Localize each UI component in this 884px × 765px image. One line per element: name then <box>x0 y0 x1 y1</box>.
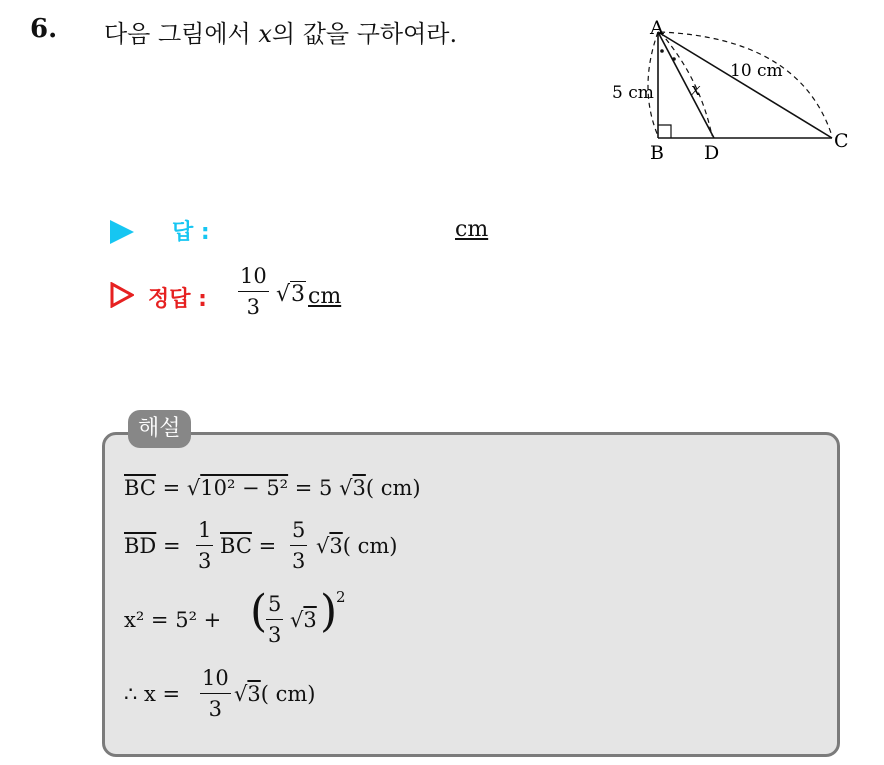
exponent: 2 <box>336 588 346 606</box>
fraction-five-thirds: $\frac{5}{3}$ <box>268 592 282 647</box>
answer-label: 답 : <box>172 220 210 245</box>
solution-tab: 해설 <box>128 410 191 448</box>
solution-line-1: $\overline{BC} = √10^2 - 5^2 = 5$ √3( cm) <box>124 476 421 500</box>
vertex-d: D <box>704 142 720 164</box>
vertex-a: A <box>650 18 664 39</box>
unit: ( cm) <box>365 476 421 500</box>
angle-dot-1 <box>660 49 664 53</box>
equals: = <box>251 534 277 558</box>
fraction-five-thirds: $\frac{5}{3}$ <box>292 518 306 573</box>
segment-ad <box>658 32 714 138</box>
angle-dot-2 <box>672 57 676 61</box>
lhs: x² = 5² + <box>124 608 222 632</box>
correct-answer-unit: cm <box>308 284 342 309</box>
equals: = <box>156 534 181 558</box>
triangle-figure <box>600 18 860 168</box>
radicand: 3 <box>329 534 343 558</box>
outline-triangle-icon <box>110 282 134 308</box>
radicand: 3 <box>352 476 366 500</box>
fraction-numerator: 10 <box>238 266 269 292</box>
segment-bd: $\overline{BD}$ <box>124 534 157 558</box>
question-text-before: 다음 그림에서 <box>104 20 259 48</box>
fraction-ten-thirds: $\frac{10}{3}$ <box>202 666 229 721</box>
label-ab: 5 cm <box>612 83 654 103</box>
vertex-c: C <box>834 130 849 152</box>
filled-triangle-icon <box>110 220 134 244</box>
question-variable: x <box>258 20 272 48</box>
close-paren: ) <box>320 586 338 637</box>
problem-number: 6. <box>30 14 58 44</box>
sqrt-content: 10² − 5² <box>200 476 289 500</box>
sqrt-radicand: 3 <box>291 282 306 307</box>
solution-line-3: x² = 5² + ( $\frac{5}{3}$ √3 ) 2 <box>124 586 346 647</box>
label-ac: 10 cm <box>730 61 783 81</box>
solution-line-2: $\overline{BD}$ = $\frac{1}{3}$ $\overline{BC}$ = $\frac{5}{3}$ √3( cm) <box>124 518 398 573</box>
vertex-b: B <box>650 142 664 164</box>
fraction-one-third: $\frac{1}{3}$ <box>198 518 212 573</box>
lhs: ∴ x = <box>124 682 181 706</box>
correct-answer-label: 정답 : <box>148 287 207 312</box>
coefficient: = 5 <box>288 476 340 500</box>
radicand: 3 <box>247 682 261 706</box>
right-angle-mark <box>658 125 671 138</box>
question-text-after: 의 값을 구하여라. <box>271 20 458 48</box>
solution-line-4: ∴ x = $\frac{10}{3}$ √3( cm) <box>124 666 316 721</box>
segment-bc: $\overline{BC}$ <box>124 476 156 500</box>
answer-row <box>110 215 530 249</box>
correct-answer-sqrt: √3 <box>276 282 306 307</box>
equals: = <box>155 476 187 500</box>
segment-bc: $\overline{BC}$ <box>220 534 252 558</box>
radicand: 3 <box>303 608 317 632</box>
correct-answer-row <box>110 262 510 332</box>
correct-answer-fraction <box>238 266 269 318</box>
question-text <box>104 14 457 49</box>
label-ad: x <box>691 80 701 100</box>
unit: ( cm) <box>260 682 316 706</box>
answer-unit: cm <box>455 217 489 242</box>
open-paren: ( <box>250 586 268 637</box>
fraction-denominator: 3 <box>246 295 261 319</box>
unit: ( cm) <box>342 534 398 558</box>
side-ac <box>658 32 832 138</box>
